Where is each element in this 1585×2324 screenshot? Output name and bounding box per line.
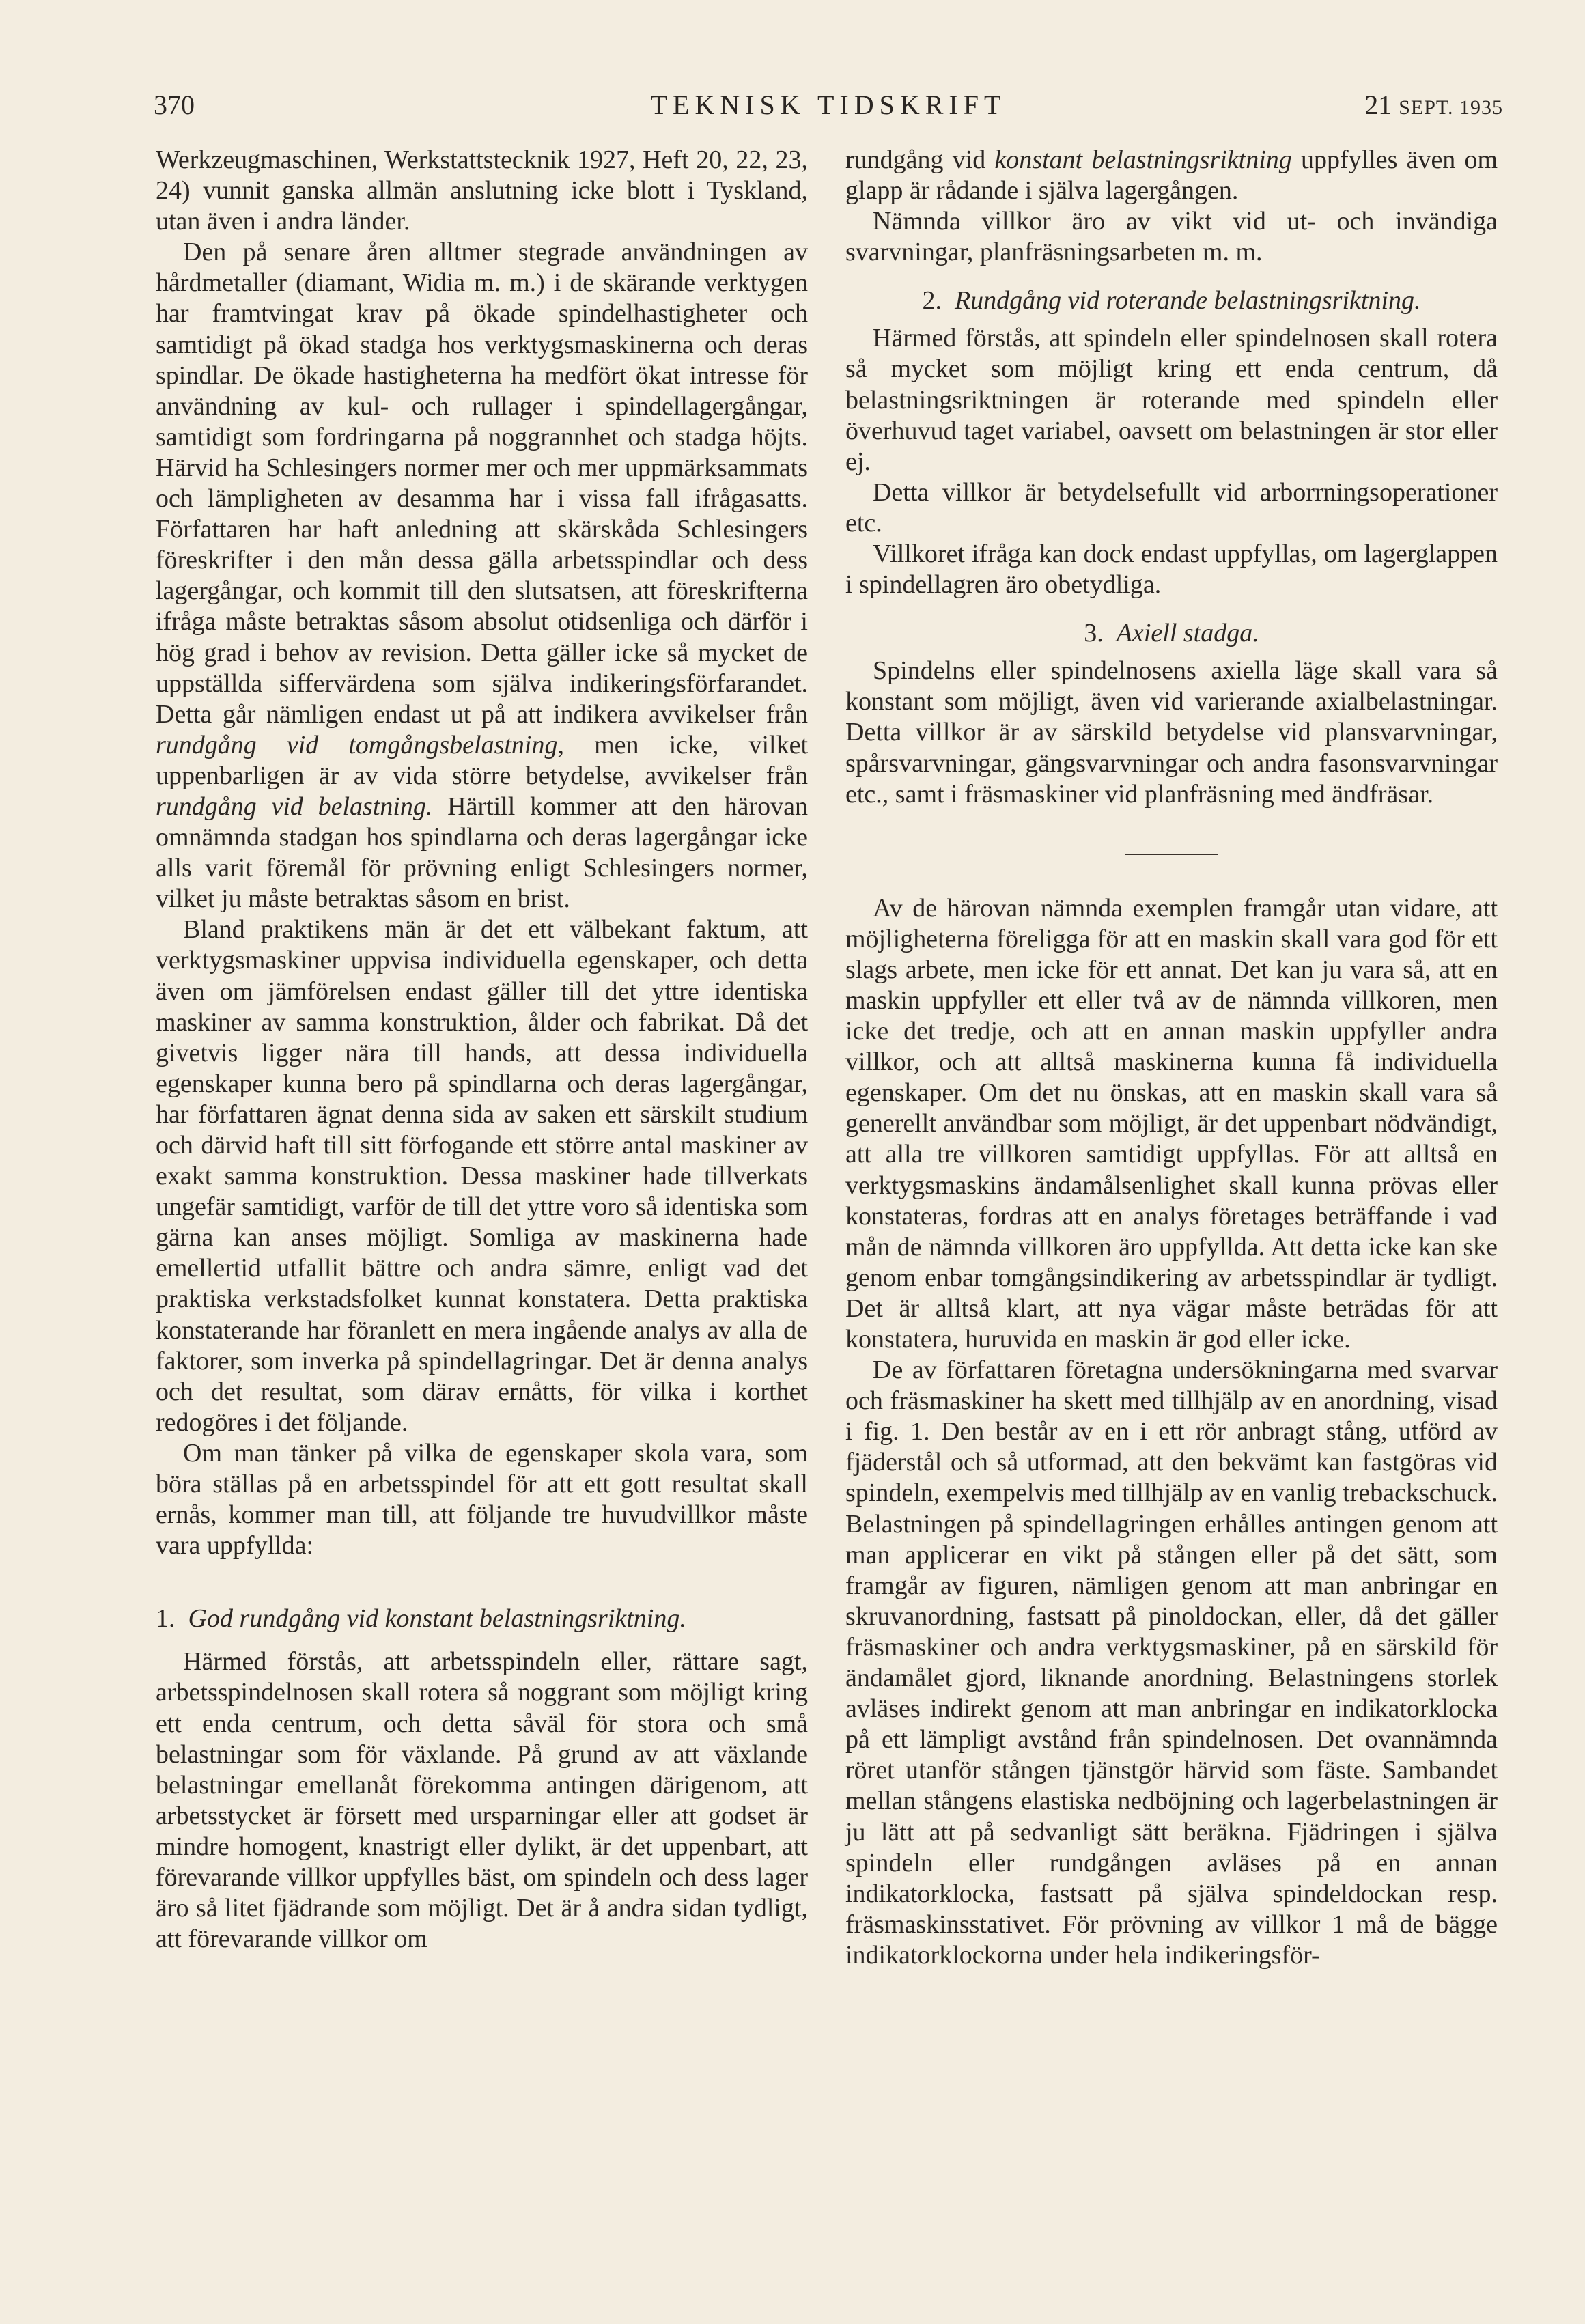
issue-day: 21 [1364, 89, 1392, 120]
paragraph: Härmed förstås, att spindeln eller spindelnosen skall rotera så mycket som möjligt kring ett enda centrum, då belastningsriktningen är roterande med spindeln eller överhuvud taget variabel, oavsett om belastningen är stor eller ej. [845, 324, 1498, 476]
section-heading-3: 3. Axiell stadga. [1084, 619, 1259, 648]
issue-month-year: SEPT. 1935 [1399, 96, 1503, 119]
issue-date [1364, 89, 1503, 121]
paragraph: Härmed förstås, att arbetsspindeln eller, rättare sagt, arbetsspindelnosen skall rotera så noggrant som möjligt kring ett enda centrum, och detta såväl för stora och små belastningar som för växlande. På grund av att växlande belastningar emellanåt förekomma antingen därigenom, att arbetsstycket är försett med ursparningar eller att godset är mindre homogent, knastrigt eller dylikt, är det uppenbart, att förevarande villkor uppfylles bäst, om spindeln och dess lager äro så litet fjädrande som möjligt. Det är å andra sidan tydligt, att förevarande villkor om [156, 1647, 808, 1954]
left-column [156, 145, 808, 1955]
paragraph: Spindelns eller spindelnosens axiella läge skall vara så konstant som möjligt, även vid varierande axialbelastningar. Detta villkor är av särskild betydelse vid plansvarvningar, spårsvarvningar, gängsvarvningar och andra fasonsvarvningar etc., samt i fräsmaskiner vid planfräsning med ändfräsar. [845, 656, 1498, 809]
paragraph: Om man tänker på vilka de egenskaper skola vara, som böra ställas på en arbetsspindel för att ett gott resultat skall ernås, kommer man till, att följande tre huvudvillkor måste vara uppfyllda: [156, 1438, 808, 1560]
page-number: 370 [154, 89, 195, 120]
paragraph: rundgång vid konstant belastningsriktning uppfylles även om glapp är rådande i själva lagergången. [845, 145, 1498, 206]
page-header [154, 89, 1503, 130]
emphasis: rundgång vid tomgångsbelastning, [156, 730, 564, 759]
right-column [845, 145, 1498, 1971]
paragraph: De av författaren företagna undersökningarna med svarvar och fräsmaskiner ha skett med tillhjälp av en anordning, visad i fig. 1. Den består av en i ett rör anbragt stång, utförd av fjäderstål och så utformad, att den bekvämt kan fastgöras vid spindeln, exempelvis med tillhjälp av en vanlig trebackschuck. Belastningen på spindellagringen erhålles antingen genom att man applicerar en vikt på stången eller på det sätt, som framgår av figuren, nämligen genom att man anbringar en skruvanordning, fastsatt på pinoldockan, eller, då det gäller fräsmaskiner och andra verktygsmaskiner, på en särskild för ändamålet gjord, liknande anordning. Belastningens storlek avläses indirekt genom att man anbringar en indikatorklocka på ett lämpligt avstånd från spindelnosen. Det ovannämnda röret utanför stången tjänstgör härvid som fäste. Sambandet mellan stångens elastiska nedböjning och lagerbelastningen är ju lätt att på sedvanligt sätt beräkna. Fjädringen i själva spindeln eller rundgången avläses på en annan indikatorklocka, fastsatt på själva spindeldockan resp. fräsmaskinsstativet. För prövning av villkor 1 må de bägge indikatorklockorna under hela indikeringsför- [845, 1356, 1498, 1970]
emphasis: rundgång vid belastning. [156, 792, 433, 821]
paragraph: Nämnda villkor äro av vikt vid ut- och invändiga svarvningar, planfräsningsarbeten m. m. [845, 207, 1498, 267]
section-divider [1125, 854, 1218, 855]
section-heading-2: 2. Rundgång vid roterande belastningsriktning. [922, 286, 1421, 316]
paragraph: Av de härovan nämnda exemplen framgår utan vidare, att möjligheterna föreligga för att en maskin skall vara god för ett slags arbete, men icke för ett annat. Det kan ju vara så, att en maskin uppfyller ett eller två av de nämnda villkoren, men icke det tredje, och att en annan maskin uppfyller andra villkor, och att alltså maskinerna kunna få individuella egenskaper. Om det nu önskas, att en maskin skall vara så generellt användbar som möjligt, är det uppenbart nödvändigt, att alla tre villkoren samtidigt uppfyllas. För att alltså en verktygsmaskins ändamålsenlighet skall kunna prövas eller konstateras, fordras att en analys företages beträffande i vad mån de nämnda villkoren äro uppfyllda. Att detta icke kan ske genom enbar tomgångsindikering av arbetsspindlar är tydligt. Det är alltså klart, att nya vägar måste beträdas för att konstatera, huruvida en maskin är god eller icke. [845, 893, 1498, 1354]
paragraph: Villkoret ifråga kan dock endast uppfyllas, om lagerglappen i spindellagren äro obetydliga. [845, 540, 1498, 600]
paragraph: Bland praktikens män är det ett välbekant faktum, att verktygsmaskiner uppvisa individuella egenskaper, och detta även om jämförelsen endast gäller till det yttre identiska maskiner av samma konstruktion, ålder och fabrikat. Då det givetvis ligger nära till hands, att dessa individuella egenskaper kunna bero på spindlarna och deras lagergångar, har författaren ägnat denna sida av saken ett särskilt studium och därvid haft till sitt förfogande ett större antal maskiner av exakt samma konstruktion. Dessa maskiner hade tillverkats ungefär samtidigt, varför de till det yttre voro så identiska som gärna kan anses möjligt. Somliga av maskinerna hade emellertid utfallit bättre och andra sämre, enligt vad det praktiska verkstadsfolket kunnat konstatera. Detta praktiska konstaterande har föranlett en mera ingående analys av alla de faktorer, som inverka på spindellagringar. Det är denna analys och det resultat, som därav ernåtts, för vilka i korthet redogöres i det följande. [156, 915, 808, 1437]
paragraph: Werkzeugmaschinen, Werkstattstecknik 1927, Heft 20, 22, 23, 24) vunnit ganska allmän anslutning icke blott i Tyskland, utan även i andra länder. [156, 145, 808, 236]
journal-title: TEKNISK TIDSKRIFT [650, 89, 1007, 120]
emphasis: konstant belastningsriktning [994, 145, 1292, 174]
section-heading-1: 1. God rundgång vid konstant belastningsriktning. [156, 1604, 686, 1634]
paragraph: Den på senare åren alltmer stegrade användningen av hårdmetaller (diamant, Widia m. m.) i de skärande verktygen har framtvingat krav på ökade spindelhastigheter och samtidigt på ökad stadga hos verktygsmaskinerna och deras spindlar. De ökade hastigheterna ha medfört ökat intresse för användning av kul- och rullager i spindellagergångar, samtidigt som fordringarna på noggrannhet och stadga höjts. Härvid ha Schlesingers normer mer och mer uppmärksammats och lämpligheten av desamma har i vissa fall ifrågasatts. Författaren har haft anledning att skärskåda Schlesingers föreskrifter i den mån dessa gälla arbetsspindlar och dess lagergångar, och kommit till den slutsatsen, att föreskrifterna ifråga måste betraktas såsom absolut otidsenliga och därför i hög grad i behov av revision. Detta gäller icke så mycket de uppställda siffervärdena som själva indikeringsförfarandet. Detta går nämligen endast ut på att indikera avvikelser från rundgång vid tomgångsbelastning, men icke, vilket uppenbarligen är av vida större betydelse, avvikelser från rundgång vid belastning. Härtill kommer att den härovan omnämnda stadgan hos spindlarna och deras lagergångar icke alls varit föremål för prövning enligt Schlesingers normer, vilket ju måste betraktas såsom en brist. [156, 238, 809, 914]
paragraph: Detta villkor är betydelsefullt vid arborrningsoperationer etc. [845, 477, 1498, 537]
